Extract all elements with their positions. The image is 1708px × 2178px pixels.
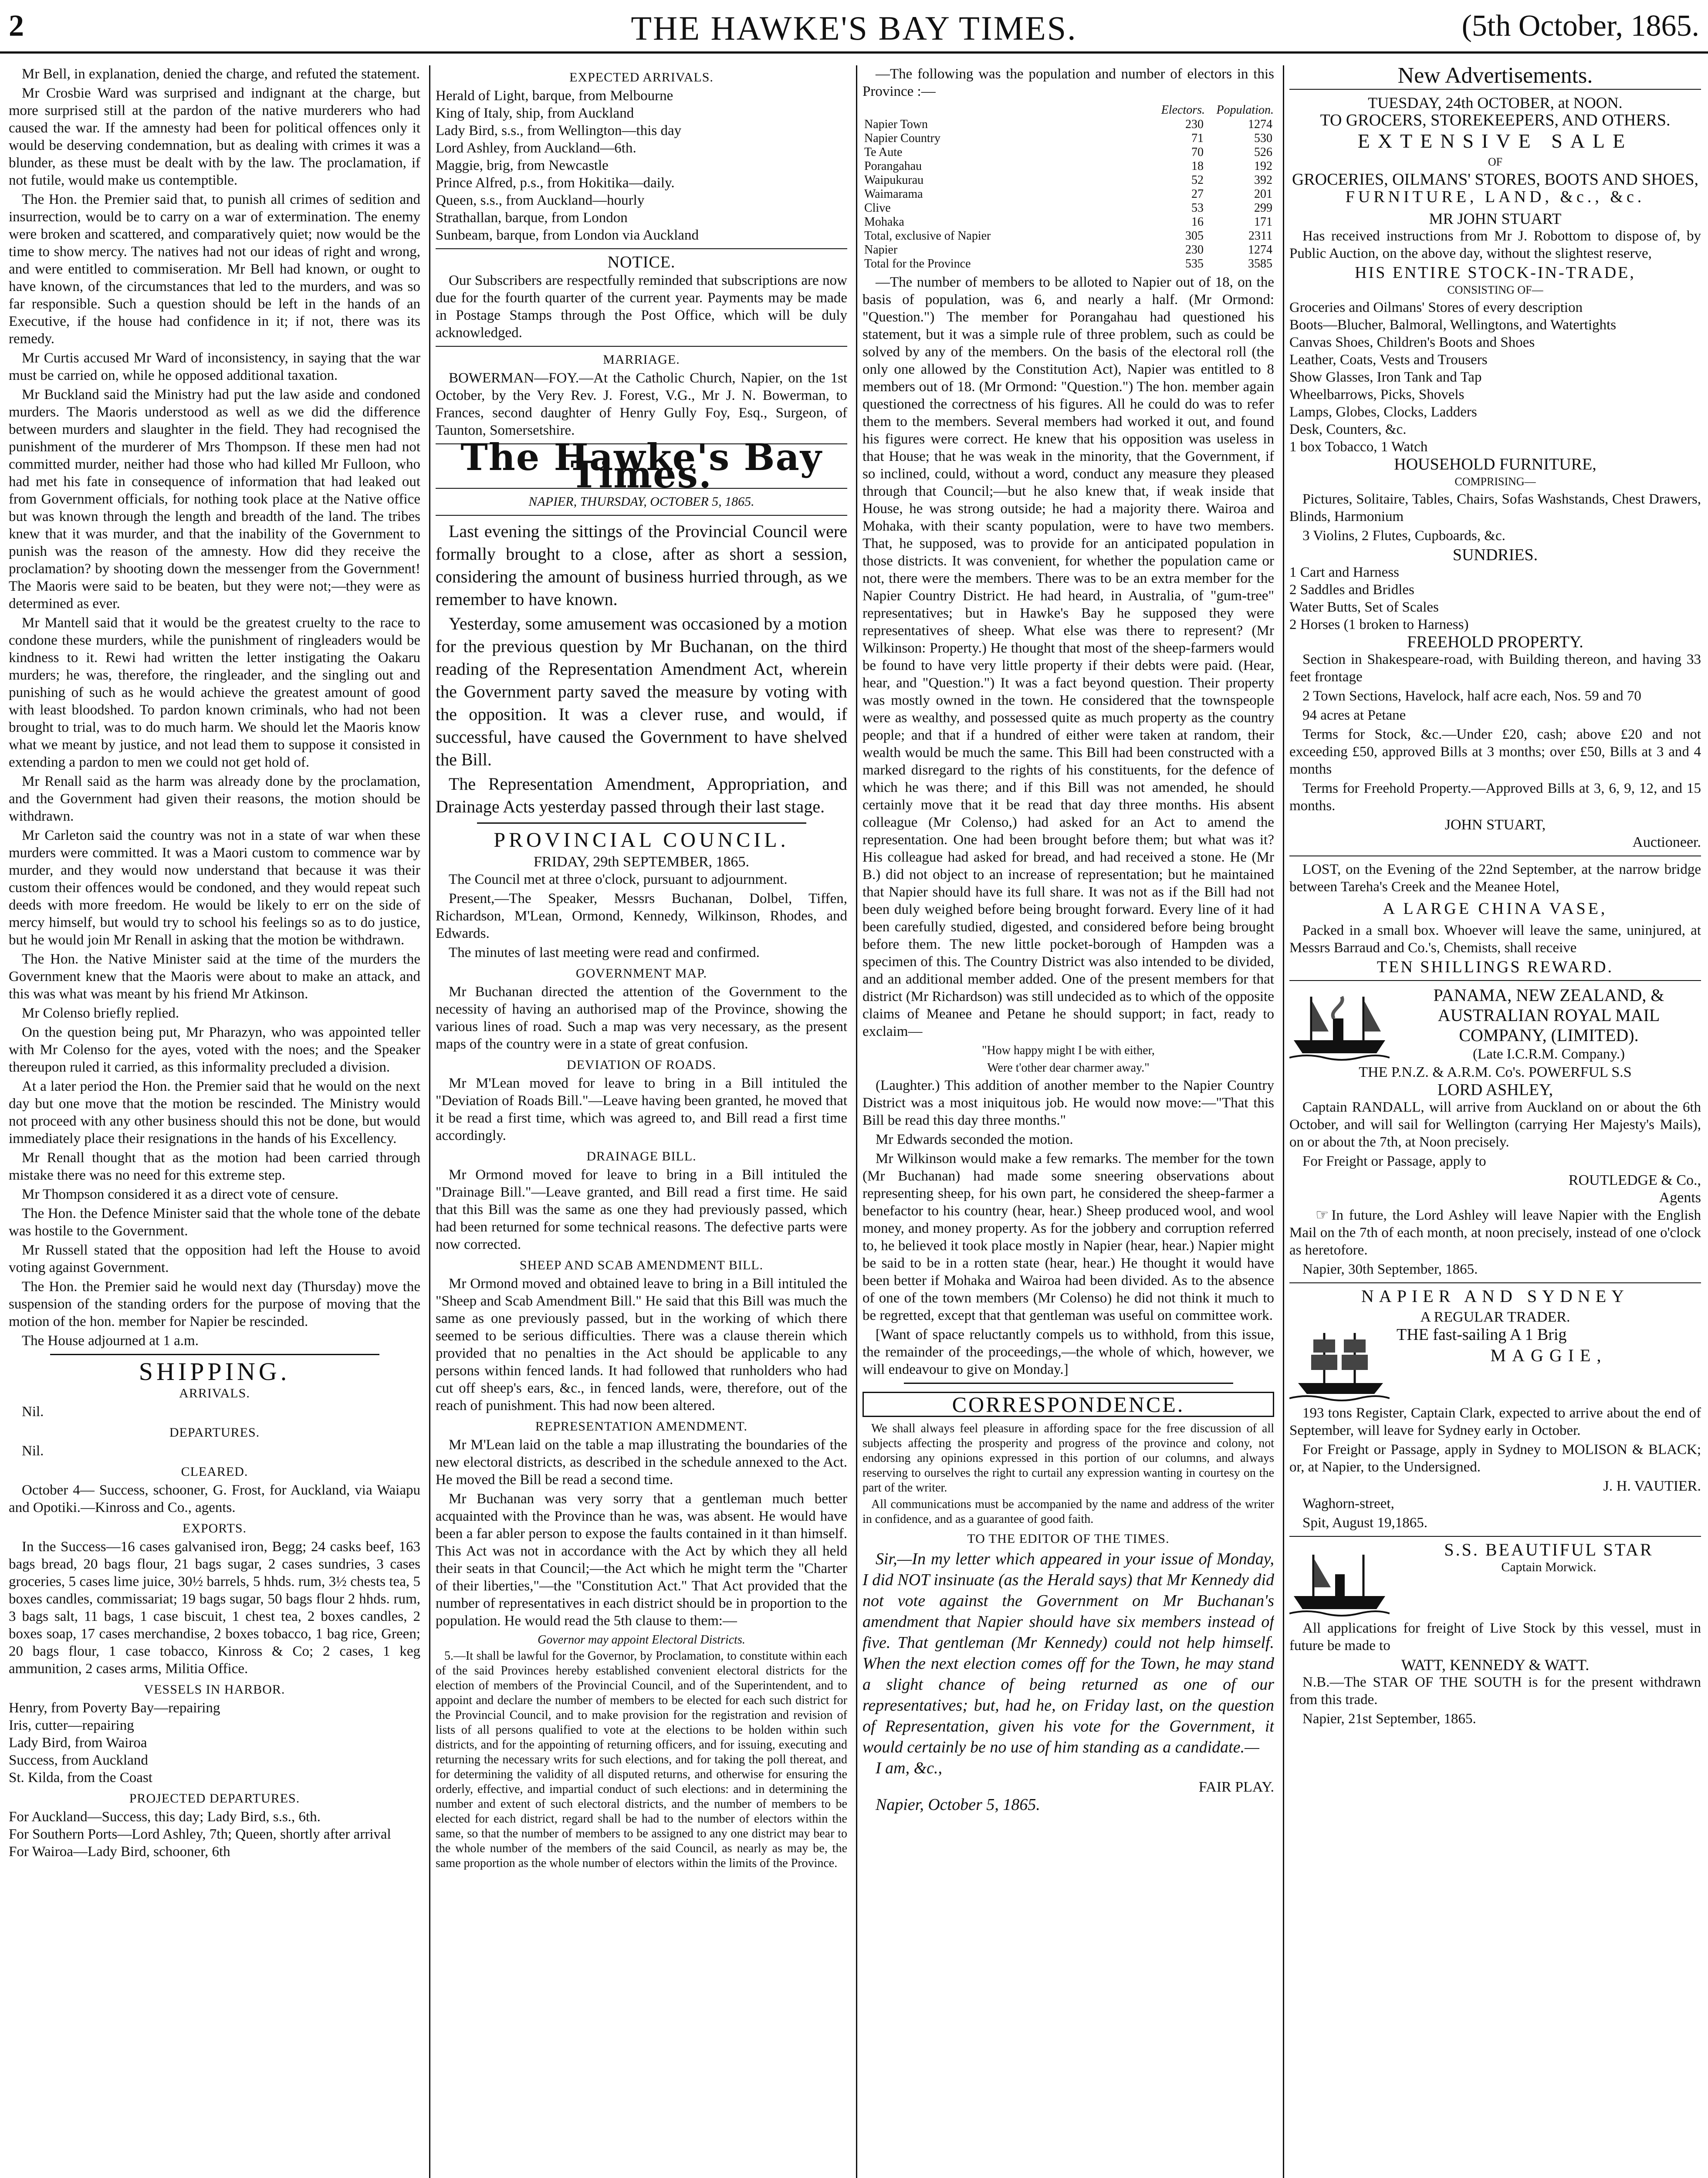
paragraph: Captain RANDALL, will arrive from Auckland on or about the 6th October, and will sail for Wellington (carrying Her Majesty's Mails), on or about the 7th, at Noon precisely. [1289, 1099, 1701, 1150]
stock-heading: HIS ENTIRE STOCK-IN-TRADE, [1355, 264, 1636, 282]
editorial-notice: We shall always feel pleasure in affording space for the free discussion of all subjects affecting the prosperity and progress of the province and colony, not endorsing any opinions expressed in this portion of our columns, and always reserving to ourselves the right to curtail any expression wanting in courtesy on the part of the writer. [862, 1422, 1274, 1495]
paragraph: Napier, 21st September, 1865. [1302, 1711, 1476, 1727]
cell: Waipukurau [864, 173, 924, 187]
clause-text: 5.—It shall be lawful for the Governor, by Proclamation, to constitute within each of the said Provinces hereby established convenient electoral districts for the election of members of the Provincial Council, and of the Superintendent, and to appoint and declare the number of members to be elected for each such district for the Provincial Council, and to make provision for the registration and revision of lists of all persons qualified to vote at the elections to be holden within such districts, and for the appointing of returning officers, and for issuing, executing and returning the necessary writs for such elections, and for taking the poll thereat, and for determining the validity of all disputed returns, and otherwise for ensuring the orderly, effective, and impartial conduct of such elections: and in determining the number and extent of such electoral districts, and the number of members to be elected for each district, regard shall be had to the number of electors within the same, so that the number of members to be assigned to any one district may bear to the whole number of the members of the said Council, as nearly as may be, the same proportion as the whole number of electors within the limits of the Province. [436, 1649, 847, 1870]
cell: 3585 [1248, 257, 1272, 271]
cell: 201 [1254, 187, 1272, 201]
paragraph: Mr Carleton said the country was not in a state of war when these murders were committed. It was a Maori custom to commence war by murder, and they would now understand that because it was their custom their offences would be condoned, and they would repeat such deeds with more freedom. He would be likely to err on the side of mercy himself, but would try to school his feelings so as to do justice, but he would join Mr Renall in asking that the motion be withdrawn. [9, 828, 420, 948]
paragraph: Mr Russell stated that the opposition had left the House to avoid voting against Government. [9, 1242, 420, 1275]
paragraph: For Freight or Passage, apply in Sydney to MOLISON & BLACK; or, at Napier, to the Undersigned. [1289, 1442, 1701, 1475]
newspaper-title: THE HAWKE'S BAY TIMES. [631, 9, 1077, 47]
list-item: For Southern Ports—Lord Ashley, 7th; Queen, shortly after arrival [9, 1826, 391, 1842]
cell: 230 [1185, 243, 1204, 257]
letter-close: I am, &c., [876, 1759, 943, 1777]
paragraph: Nil. [22, 1404, 44, 1420]
cell: Total, exclusive of Napier [864, 229, 991, 243]
cell: Clive [864, 201, 891, 215]
paragraph: Mr Renall said as the harm was already done by the proclamation, and the Government had given their reasons, the motion should be withdrawn. [9, 774, 420, 824]
paragraph: For Freight or Passage, apply to [1302, 1153, 1486, 1169]
verse-line: Were t'other dear charmer away." [987, 1061, 1150, 1075]
cell: 171 [1254, 215, 1272, 229]
stock-consisting: CONSISTING OF— [1447, 284, 1543, 296]
list-item: For Wairoa—Lady Bird, schooner, 6th [9, 1844, 230, 1860]
section-heading-shipping: SHIPPING. [139, 1357, 291, 1386]
auction-title: EXTENSIVE SALE [1357, 130, 1633, 152]
auction-audience: TO GROCERS, STOREKEEPERS, AND OTHERS. [1320, 111, 1671, 129]
letter-signature: FAIR PLAY. [1198, 1779, 1274, 1795]
list-item: Leather, Coats, Vests and Trousers [1289, 352, 1488, 368]
paragraph: Mr Wilkinson would make a few remarks. The member for the town (Mr Buchanan) had made some sneering observations about representing sheep, for his own part, he considered the sheep-farmer a benefactor to his country (hear, hear.) Sheep produced wool, and wool money, and money property. As for the jobbery and corruption referred to, he believed it took place mostly in Napier (hear, hear.) Napier might be said to be in a rotten state (hear, hear.) He thought it would have been better if Mohaka and Wairoa had been divided. As to the absence of one of the town members (Mr Colenso) he did not think it much to be regretted, except that that gentleman was useful on committee work. [862, 1151, 1274, 1323]
column-3 [862, 65, 1274, 2178]
paragraph: Mr Renall thought that as the motion had been carried through mistake there was no need for this extreme step. [9, 1150, 420, 1183]
list-item: Water Butts, Set of Scales [1289, 599, 1439, 615]
sundries-heading: SUNDRIES. [1452, 546, 1538, 564]
cell: 71 [1191, 132, 1204, 145]
vessel-line: THE P.N.Z. & A.R.M. Co's. POWERFUL S.S [1359, 1064, 1632, 1080]
paragraph: N.B.—The STAR OF THE SOUTH is for the present withdrawn from this trade. [1289, 1674, 1701, 1708]
paragraph: Mr Buchanan directed the attention of the Government to the necessity of having an authorised map of the Province, showing the various lines of road. Such a map was very necessary, as the present maps of the country were in a state of great confusion. [436, 984, 847, 1052]
sailing-ship-icon [1289, 1329, 1390, 1403]
paragraph: —The number of members to be alloted to Napier out of 18, on the basis of population, was 6, and nearly a half. (Mr Ormond: "Question.") The member for Porangahau had questioned his statement, but it was a simple rule of three problem, such as could be solved by any of the members. On the basis of the electoral roll (the only one allowed by the Constitution Act), Napier was entitled to 8 members out of 18. (Mr Ormond: "Question.") The hon. member again questioned the correctness of his figures. All he could do was to refer them to the members. Several members had worked it out, and found his figures were correct. He knew that his opposition was useless in that House; that he was weak in the minority, that the Government, if so inclined, could, without a word, conduct any measure they pleased through that Council;—but he also knew that, if weak inside that House, he was strong outside; he had a majority there. Wairoa and Mohaka, with their scanty population, were to have two members. That, he supposed, was to provide for an anticipated population in those districts. It was convenient, for whether the population came or not, there were the members. There was to be an extra member for the Napier Country District. He had heard, in Australia, of "gum-tree" representatives; but in Hawke's Bay he supposed they were representatives of sheep. What else was there to represent? (Mr Wilkinson: Property.) He thought that most of the sheep-farmers would be found to have very little property if their debts were paid. (Hear, hear, and "Question.") It was a fact beyond question. Their property was mostly owned in the town. He considered that the townspeople were as wealthy, and possessed quite as much property as the country people; and that if a hundred of either were taken at random, their wealth would be much the same. This Bill had been constructed with a marked disregard to the rights of his constituents, for the defence of which he was there; and if this Bill was not amended, he should certainly move that it be read that day three months. His absent colleague (Mr Colenso,) had asked for an Act to amend the representation. One had been brought before them; but what was it? His colleague had asked for bread, and had received a stone. He (Mr B.) did not object to an increase of representation; but he maintained that Napier should have its full share. It was not as if the Bill had not been duly weighed before being brought forward. Every line of it had been carefully studied, digested, and considered before being brought before them. The new little pocket-borough of Hampden was a specimen of this. The Country District was also intended to be divided, and an additional member added. One of the present members for that district (Mr Richardson) was still undecided as to which of the opposite claims of Meanee and Petane he should support; in fact, ready to exclaim— [862, 274, 1274, 1039]
cell: Napier Country [864, 132, 940, 145]
auction-items: FURNITURE, LAND, &c., &c. [1345, 188, 1645, 206]
editorial-paragraph: Yesterday, some amusement was occasioned by a motion for the previous question by Mr Buchanan, on the third reading of the Representation Amendment Act, wherein the Government party saved the measure by voting with the opposition. It was a clever ruse, and would, if successful, have caused the Government to have shelved the Bill. [436, 614, 847, 769]
auction-date: TUESDAY, 24th OCTOBER, at NOON. [1368, 94, 1623, 112]
lost-advert [1289, 861, 1701, 976]
list-item: Maggie, brig, from Newcastle [436, 158, 609, 173]
table-row [862, 243, 1274, 257]
list-item: Queen, s.s., from Auckland—hourly [436, 193, 645, 208]
paragraph: Pictures, Solitaire, Tables, Chairs, Sofas Washstands, Chest Drawers, Blinds, Harmonium [1289, 491, 1701, 524]
paragraph: Present,—The Speaker, Messrs Buchanan, Dolbel, Tiffen, Richardson, M'Lean, Ormond, Kennedy, Wilkinson, Rhodes, and Edwards. [436, 891, 847, 941]
cell: 305 [1185, 229, 1204, 243]
list-item: 1 box Tobacco, 1 Watch [1289, 439, 1428, 455]
subheading: PROJECTED DEPARTURES. [129, 1791, 300, 1806]
page-number: 2 [9, 9, 24, 43]
list-item: St. Kilda, from the Coast [9, 1770, 152, 1786]
section-rule [436, 515, 847, 516]
auction-signature-role: Auctioneer. [1632, 834, 1701, 850]
subheading: CLEARED. [181, 1464, 248, 1479]
column-2 [436, 65, 847, 2178]
mail-company-advert [1289, 985, 1701, 1278]
company-name: PANAMA, NEW ZEALAND, & AUSTRALIAN ROYAL MAIL COMPANY, (LIMITED). [1433, 985, 1664, 1045]
section-rule [1289, 980, 1701, 981]
cell: Mohaka [864, 215, 904, 229]
paragraph: BOWERMAN—FOY.—At the Catholic Church, Napier, on the 1st October, by the Very Rev. J. Forest, V.G., Mr J. N. Bowerman, to Frances, second daughter of Henry Gully Foy, Esq., Surgeon, of Taunton, Somersetshire. [436, 370, 847, 438]
goods-list [1289, 299, 1701, 456]
masthead [0, 9, 1708, 48]
subheading: GOVERNMENT MAP. [575, 966, 707, 981]
paragraph: The Hon. the Premier said he would next day (Thursday) move the suspension of the standing orders for the purpose of moving that the motion of the hon. member for Napier be rescinded. [9, 1279, 420, 1329]
cell: 299 [1254, 201, 1272, 215]
nameplate: The Hawke's Bay Times. [460, 436, 822, 496]
paragraph: On the question being put, Mr Pharazyn, who was appointed teller with Mr Colenso for the ayes, voted with the noes; and the Speaker thereupon ruled it carried, as this informality precluded a division. [9, 1025, 420, 1075]
paragraph: In the Success—16 cases galvanised iron, Begg; 24 casks beef, 163 bags bread, 20 bags flour, 21 bags sugar, 2 cases sundries, 3 cases groceries, 5 cases lime juice, 30½ barrels, 5 hhds. rum, 3½ chests tea, 5 boxes candles, commissariat; 19 bags sugar, 50 bags flour 2 hhds. rum, 3 bags salt, 11 bags, 1 case biscuit, 1 chest tea, 2 boxes candles, 2 boxes soap, 17 cases merchandise, 2 boxes tobacco, 1 bag rice, Green; 20 bags flour, 1 case tobacco, Kinross & Co; 2 cases, 1 keg ammunition, 2 cases arms, Militia Office. [9, 1539, 420, 1677]
steamship-icon [1289, 988, 1390, 1062]
paragraph: Mr Crosbie Ward was surprised and indignant at the charge, but more surprised still at the pardon of the native murderers who had caused the war. If the amnesty had been for political offences only it would be deserving condemnation, but as dealing with crimes it was a blunder, as these must be dealt with by the law. The proclamation, if not futile, would make us contemptible. [9, 85, 420, 188]
list-item: King of Italy, ship, from Auckland [436, 105, 634, 121]
letter-body: Sir,—In my letter which appeared in your issue of Monday, I did NOT insinuate (as the Herald says) that Mr Kennedy did not vote against the Government on Mr Buchanan's amendment that Napier should have six members instead of five. That gentleman (Mr Kennedy) could not help himself. When the next election comes off for the Town, he may stand a slight chance of being returned as one of our representatives; but, had he, on Friday last, on the question of Representation, given his vote for the Government, it would certainly be no use of him standing as a candidate.— [862, 1550, 1274, 1756]
verse-line: "How happy might I be with either, [982, 1044, 1155, 1057]
paragraph: Section in Shakespeare-road, with Building thereon, and having 33 feet frontage [1289, 652, 1701, 685]
paragraph: 193 tons Register, Captain Clark, expected to arrive about the end of September, will leave for Sydney early in October. [1289, 1405, 1701, 1438]
paragraph: Terms for Stock, &c.—Under £20, cash; above £20 and not exceeding £50, approved Bills at 3 months; over £50, Bills at 3 and 4 months [1289, 727, 1701, 777]
column-divider [856, 65, 857, 2178]
table-header-row [862, 103, 1274, 118]
cell: 1274 [1248, 118, 1272, 131]
cell: Napier [864, 243, 898, 257]
vessel-name: LORD ASHLEY, [1437, 1081, 1553, 1099]
subheading: DEVIATION OF ROADS. [566, 1058, 717, 1072]
paragraph: Spit, August 19,1865. [1302, 1515, 1427, 1531]
pointing-hand-icon: ☞ [1316, 1207, 1329, 1223]
subheading: MARRIAGE. [603, 352, 680, 367]
list-item: 1 Cart and Harness [1289, 565, 1400, 580]
harbour-list [9, 1699, 420, 1786]
star-advert [1289, 1541, 1701, 1728]
subheading: VESSELS IN HARBOR. [144, 1682, 285, 1697]
paragraph: Mr Buchanan was very sorry that a gentleman much better acquainted with the Province than he was, was absent. He would have been a far abler person to expose the faults contained in it than himself. This Act was not in accordance with the Act by which they all held their seats in that Council;—the Act which he might term the "Charter of their liberties,"—the "Constitution Act." That Act provided that the number of representatives in each district should be in proportion to the population. He would read the 5th clause to them:— [436, 1491, 847, 1629]
auction-advert [1289, 94, 1701, 851]
subheading: SHEEP AND SCAB AMENDMENT BILL. [519, 1258, 764, 1272]
section-rule [50, 1354, 379, 1355]
cell: 526 [1254, 145, 1272, 159]
list-item: Lord Ashley, from Auckland—6th. [436, 140, 636, 156]
paragraph: Has received instructions from Mr J. Robottom to dispose of, by Public Auction, on the above day, without the slightest reserve, [1289, 228, 1701, 261]
paragraph: (Laughter.) This addition of another member to the Napier Country District was a most iniquitous job. He would now move:—"That this Bill be read this day three months." [862, 1078, 1274, 1128]
subheading: DRAINAGE BILL. [586, 1149, 697, 1163]
cell: 1274 [1248, 243, 1272, 257]
star-agents: WATT, KENNEDY & WATT. [1401, 1656, 1590, 1674]
expected-arrivals-list [436, 87, 847, 244]
household-comprising: COMPRISING— [1454, 475, 1536, 488]
column-header: Population. [1216, 103, 1274, 117]
cell: 230 [1185, 118, 1204, 131]
household-heading: HOUSEHOLD FURNITURE, [1394, 455, 1596, 473]
company-former: (Late I.C.R.M. Company.) [1473, 1046, 1625, 1062]
paragraph: The House adjourned at 1 a.m. [22, 1333, 199, 1349]
list-item: Lady Bird, from Wairoa [9, 1735, 147, 1751]
table-row [862, 159, 1274, 173]
brig-intro: THE fast-sailing A 1 Brig [1397, 1326, 1567, 1344]
paragraph: At a later period the Hon. the Premier said that he would on the next day but one move that the motion be rescinded. The Ministry would not proceed with any other business should this not be done, but would immediately place their resignations in the hands of his Excellency. [9, 1079, 420, 1146]
paragraph: October 4— Success, schooner, G. Frost, for Auckland, via Waiapu and Opotiki.—Kinross and Co., agents. [9, 1482, 420, 1515]
paragraph: Mr Bell, in explanation, denied the charge, and refuted the statement. [22, 66, 420, 82]
paragraph: Napier, 30th September, 1865. [1302, 1261, 1478, 1277]
column-divider [429, 65, 430, 2178]
subheading: REPRESENTATION AMENDMENT. [535, 1419, 748, 1434]
brig-signature: J. H. VAUTIER. [1603, 1478, 1701, 1494]
editorial-paragraph: The Representation Amendment, Appropriation, and Drainage Acts yesterday passed through their last stage. [436, 774, 847, 816]
paragraph: Mr Thompson considered it as a direct vote of censure. [22, 1187, 339, 1202]
section-rule [1289, 1282, 1701, 1283]
list-item: Desk, Counters, &c. [1289, 422, 1407, 437]
auction-of: OF [1488, 156, 1503, 168]
list-item: Boots—Blucher, Balmoral, Wellingtons, and Watertights [1289, 317, 1617, 333]
lost-item: A LARGE CHINA VASE, [1383, 900, 1608, 918]
paragraph: The Hon. the Defence Minister said that the whole tone of the debate was hostile to the Government. [9, 1206, 420, 1239]
table-row [862, 118, 1274, 132]
cell: 18 [1191, 159, 1204, 173]
paragraph: The Council met at three o'clock, pursuant to adjournment. [449, 872, 788, 887]
section-rule [904, 1383, 1233, 1384]
list-item: Henry, from Poverty Bay—repairing [9, 1700, 220, 1716]
list-item: Herald of Light, barque, from Melbourne [436, 88, 673, 104]
section-rule [436, 346, 847, 347]
star-vessel: S.S. BEAUTIFUL STAR [1444, 1540, 1654, 1559]
table-row [862, 132, 1274, 145]
list-item: Strathallan, barque, from London [436, 210, 628, 226]
paragraph: Mr Colenso briefly replied. [22, 1005, 179, 1021]
cell: 530 [1254, 132, 1272, 145]
cell: 192 [1254, 159, 1272, 173]
issue-date: (5th October, 1865. [1461, 9, 1699, 43]
subheading: ARRIVALS. [179, 1386, 250, 1400]
list-item: Show Glasses, Iron Tank and Tap [1289, 369, 1482, 385]
paragraph: Mr Curtis accused Mr Ward of inconsistency, in saying that the war must be carried on, while he opposed additional taxation. [9, 350, 420, 383]
paragraph: 2 Town Sections, Havelock, half acre each, Nos. 59 and 70 [1302, 688, 1641, 704]
subheading: TO THE EDITOR OF THE TIMES. [967, 1532, 1170, 1546]
subheading: DEPARTURES. [169, 1425, 260, 1440]
cell: 2311 [1248, 229, 1272, 243]
advertisements-heading: New Advertisements. [1397, 65, 1593, 88]
paragraph: Packed in a small box. Whoever will leave the same, uninjured, at Messrs Barraud and Co.'s, Chemists, shall receive [1289, 923, 1701, 956]
paragraph: Nil. [22, 1443, 44, 1459]
cell: 70 [1191, 145, 1204, 159]
list-item: Canvas Shoes, Children's Boots and Shoes [1289, 335, 1535, 350]
brig-advert [1289, 1288, 1701, 1532]
table-row [862, 145, 1274, 159]
list-item: Groceries and Oilmans' Stores of every description [1289, 300, 1583, 315]
freehold-heading: FREEHOLD PROPERTY. [1407, 633, 1583, 651]
paragraph: Mr Ormond moved for leave to bring in a Bill intituled the "Drainage Bill."—Leave granted, and Bill read a first time. He said that this Bill was the same as one they had previously passed, which had been returned for some technical reasons. The defective parts were now corrected. [436, 1167, 847, 1252]
list-item: Iris, cutter—repairing [9, 1718, 134, 1733]
section-rule [477, 822, 806, 824]
column-1 [9, 65, 420, 2178]
subheading: EXPECTED ARRIVALS. [569, 70, 714, 85]
masthead-rule [0, 51, 1708, 54]
star-captain: Captain Morwick. [1501, 1560, 1596, 1574]
section-rule [1289, 1536, 1701, 1537]
departures-list [9, 1808, 420, 1860]
letter-place: Napier, October 5, 1865. [876, 1796, 1040, 1814]
cell: 53 [1191, 201, 1204, 215]
cell: Napier Town [864, 118, 928, 131]
paragraph: [Want of space reluctantly compels us to withhold, from this issue, the remainder of the proceedings,—the whole of which, however, we will endeavour to give on Monday.] [862, 1327, 1274, 1377]
brig-name: MAGGIE, [1490, 1346, 1607, 1365]
auction-signature: JOHN STUART, [1444, 817, 1546, 833]
council-date: FRIDAY, 29th SEPTEMBER, 1865. [534, 854, 749, 870]
paragraph: 94 acres at Petane [1302, 707, 1406, 723]
paragraph: The minutes of last meeting were read and confirmed. [449, 945, 760, 960]
table-row [862, 215, 1274, 229]
table-row [862, 229, 1274, 243]
paragraph: Terms for Freehold Property.—Approved Bills at 3, 6, 9, 12, and 15 months. [1289, 781, 1701, 814]
table-row [862, 201, 1274, 215]
cell: 27 [1191, 187, 1204, 201]
table-row [862, 257, 1274, 271]
cell: 16 [1191, 215, 1204, 229]
steamship-icon [1289, 1544, 1390, 1618]
paragraph: Mr Edwards seconded the motion. [876, 1132, 1073, 1147]
paragraph [1289, 1207, 1701, 1259]
column-4 [1289, 65, 1701, 2178]
agent-role: Agents [1659, 1190, 1701, 1206]
cell: 392 [1254, 173, 1272, 187]
column-header: Electors. [1161, 103, 1205, 117]
clause-title: Governor may appoint Electoral Districts. [538, 1633, 745, 1647]
paragraph: Mr M'Lean moved for leave to bring in a Bill intituled the "Deviation of Roads Bill."—Leave having been granted, he moved that it be read a first time, which was agreed to, and Bill read a first time accordingly. [436, 1075, 847, 1143]
auctioneer-name: MR JOHN STUART [1429, 210, 1562, 227]
list-item: Prince Alfred, p.s., from Hokitika—daily. [436, 175, 675, 191]
subheading: NOTICE. [607, 253, 676, 271]
paragraph: Waghorn-street, [1302, 1496, 1394, 1512]
section-heading-council: PROVINCIAL COUNCIL. [494, 829, 789, 852]
section-rule [1289, 89, 1701, 90]
paragraph: Mr M'Lean laid on the table a map illustrating the boundaries of the new electoral districts, as described in the schedule annexed to the Act. He moved the Bill be read a second time. [436, 1437, 847, 1488]
cell: Porangahau [864, 159, 922, 173]
mail-note: In future, the Lord Ashley will leave Napier with the English Mail on the 7th of each month, at noon precisely, instead of one o'clock as heretofore. [1289, 1207, 1701, 1258]
table-row [862, 187, 1274, 201]
list-item: 2 Horses (1 broken to Harness) [1289, 617, 1469, 632]
subheading: EXPORTS. [182, 1521, 247, 1535]
cell: Te Aute [864, 145, 903, 159]
paragraph: LOST, on the Evening of the 22nd September, at the narrow bridge between Tareha's Creek and the Meanee Hotel, [1289, 862, 1701, 895]
population-table [862, 103, 1274, 271]
table-row [862, 173, 1274, 187]
paragraph: —The following was the population and number of electors in this Province :— [862, 66, 1274, 99]
route-heading: NAPIER AND SYDNEY [1361, 1286, 1630, 1306]
trader-heading: A REGULAR TRADER. [1420, 1309, 1570, 1325]
list-item: 2 Saddles and Bridles [1289, 582, 1414, 598]
paragraph: Mr Ormond moved and obtained leave to bring in a Bill intituled the "Sheep and Scab Amendment Bill." He said that this Bill was much the same as one previously passed, but in the working of which there seemed to be serious difficulties. There was a clause therein which provided that no penalties in the Act should be applicable to any persons within fenced lands. It had followed that runholders who had cut off sheep's ears, &c., in fenced lands, were, therefore, out of the reach of punishment. This had now been altered. [436, 1276, 847, 1414]
cell: 52 [1191, 173, 1204, 187]
paragraph: Our Subscribers are respectfully reminded that subscriptions are now due for the fourth quarter of the current year. Payments may be made in Postage Stamps through the Post Office, which will be duly acknowledged. [436, 273, 847, 341]
paragraph: The Hon. the Premier said that, to punish all crimes of sedition and insurrection, would be to carry on a war of extermination. The enemy were broken and scattered, and comparatively quiet; now would be the time to show mercy. The natives had not our ideas of right and wrong, and were entitled to commiseration. Mr Bell had known, or ought to have known, of the circumstances that led to the murders, and was so far responsible. Such a question should be left in the hands of an Executive, if the house had confidence in it; if not, there was its remedy. [9, 192, 420, 347]
editorial-paragraph: Last evening the sittings of the Provincial Council were formally brought to a close, after as short a session, considering the amount of business hurried through, as we remember to have known. [436, 521, 847, 609]
list-item: Sunbeam, barque, from London via Auckland [436, 227, 699, 243]
sundries-list [1289, 564, 1701, 633]
list-item: For Auckland—Success, this day; Lady Bird, s.s., 6th. [9, 1809, 321, 1825]
dateline: NAPIER, THURSDAY, OCTOBER 5, 1865. [528, 494, 754, 509]
reward: TEN SHILLINGS REWARD. [1377, 958, 1614, 976]
agent-name: ROUTLEDGE & Co., [1568, 1172, 1701, 1188]
paragraph: Mr Mantell said that it would be the greatest cruelty to the race to condone these murders, while the punishment of ringleaders would be kindness to it. Rewi had written the letter instigating the Oakaru murders; he was, therefore, the ringleader, and the singling out and punishing of such as he would achieve the greatest amount of good with least bloodshed. To pardon known criminals, who had not been brought to trial, was to do much harm. We should let the Maoris know what we meant by justice, and not lead them to suppose it consisted in extending a pardon to men we could not get hold of. [9, 615, 420, 770]
paragraph: 3 Violins, 2 Flutes, Cupboards, &c. [1302, 528, 1505, 544]
cell: Waimarama [864, 187, 923, 201]
paragraph: The Hon. the Native Minister said at the time of the murders the Government knew that the Maoris were about to make an attack, and this was what was meant by his friend Mr Atkinson. [9, 951, 420, 1002]
list-item: Success, from Auckland [9, 1752, 148, 1768]
list-item: Wheelbarrows, Picks, Shovels [1289, 387, 1464, 402]
paragraph: All applications for freight of Live Stock by this vessel, must in future be made to [1289, 1620, 1701, 1654]
section-heading-correspondence: CORRESPONDENCE. [862, 1392, 1274, 1417]
list-item: Lady Bird, s.s., from Wellington—this day [436, 123, 682, 139]
column-divider [1283, 65, 1284, 2178]
list-item: Lamps, Globes, Clocks, Ladders [1289, 404, 1477, 420]
section-rule [436, 248, 847, 249]
cell: 535 [1185, 257, 1204, 271]
auction-items: GROCERIES, OILMANS' STORES, BOOTS AND SHOES, [1292, 170, 1699, 189]
editorial-notice: All communications must be accompanied by the name and address of the writer in confidence, and as a guarantee of good faith. [862, 1498, 1274, 1526]
cell: Total for the Province [864, 257, 971, 271]
paragraph: Mr Buckland said the Ministry had put the law aside and condoned murders. The Maoris understood as well as we did the difference between murders and slaughter in the field. They had recognised the punishment of the murderer of Mrs Thompson. If these men had not committed murder, neither had those who had killed Mr Fulloon, who had met his fate in consequence of information that had leaked out from Government officials, for nothing took place at the Native office but was known through the length and breadth of the land. The tribes knew that it was murder, and that the inability of the Government to punish was the reason of the amnesty. How did they receive the proclamation? by shooting down the messenger from the Government! The Maoris were said to be beaten, but they were not;—they were as determined as ever. [9, 387, 420, 612]
